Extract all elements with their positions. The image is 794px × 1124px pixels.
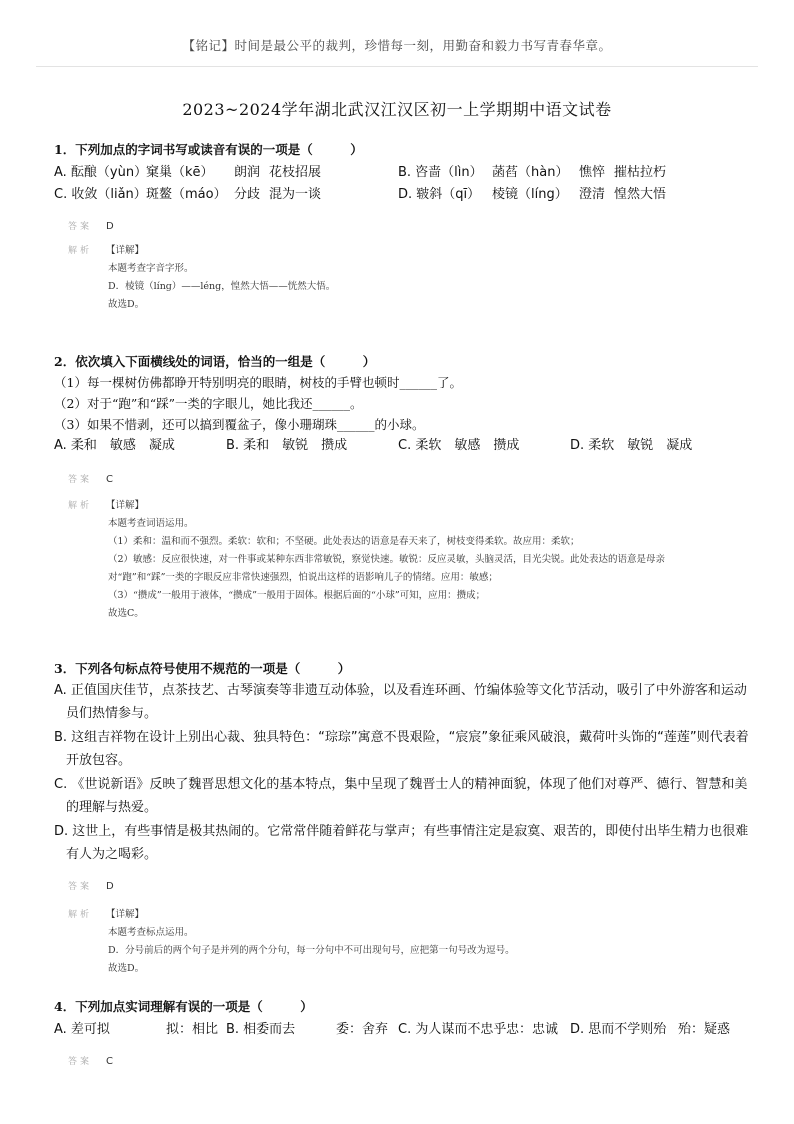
analysis-line: 对“跑”和“踩”一类的字眼反应非常快速强烈，怕说出这样的语影响儿子的情绪。应用：敏感； [108, 572, 498, 583]
answer-label: 答案 [68, 1057, 93, 1067]
answer-row [54, 218, 754, 236]
option-b-gloss: 委：舍弃 [336, 1022, 389, 1037]
option-c-word-1: C. 收敛（liǎn） [54, 187, 147, 202]
analysis-label: 解析 [68, 501, 93, 511]
option-d-phrase: D. 思而不学则殆 [570, 1022, 667, 1037]
analysis-line: 故选C。 [108, 608, 144, 619]
option-a-gloss: 拟：相比 [166, 1022, 219, 1037]
option-b-word-4: 摧枯拉朽 [614, 165, 667, 180]
option-c: C. 柔软 敏感 攒成 [398, 438, 520, 453]
analysis-line: （1）柔和：温和而不强烈。柔软：软和；不坚硬。此处表达的语意是春天来了，树枝变得柔软。故应用：柔软； [108, 536, 580, 547]
answer-label: 答案 [68, 475, 93, 485]
option-b-word-1: B. 咨啬（lìn） [398, 165, 483, 180]
option-d-word-2: 棱镜（líng） [492, 187, 568, 202]
analysis-line: 【详解】 [106, 909, 145, 920]
option-b: B. 柔和 敏锐 攒成 [226, 438, 348, 453]
option-c-word-2: 斑鳌（máo） [146, 187, 227, 202]
analysis-line: （3）“攒成”一般用于液体，“攒成”一般用于固体。根据后面的“小球”可知，应用：攒成； [108, 590, 486, 601]
option-d-gloss: 殆：疑惑 [678, 1022, 731, 1037]
question-stem: 3．下列各句标点符号使用不规范的一项是（ ） [54, 661, 351, 676]
answer-label: 答案 [68, 222, 93, 232]
answer-value: C [106, 1056, 113, 1067]
option-d-word-3: 澄清 [579, 187, 606, 202]
option-a-word-3: 朗润 [234, 165, 261, 180]
options-row [54, 184, 754, 206]
option-d: D. 这世上，有些事情是极其热闹的。它常常伴随着鲜花与掌声；有些事情注定是寂寞、艰苦的，即使付出毕生精力也很难有人为之喝彩。 [54, 824, 749, 862]
page-title: 2023~2024学年湖北武汉江汉区初一上学期期中语文试卷 [182, 100, 612, 119]
header-motto: 【铭记】时间是最公平的裁判，珍惜每一刻，用勤奋和毅力书写青春华章。 [182, 38, 612, 53]
option-d-word-4: 惶然大悟 [614, 187, 667, 202]
fill-line-1: （1）每一棵树仿佛都睁开特别明亮的眼睛，树枝的手臂也顿时______了。 [54, 375, 462, 390]
answer-value: C [106, 474, 113, 485]
option-c-gloss: 忠：忠诚 [506, 1022, 559, 1037]
option-a-word-1: A. 酝酿（yùn） [54, 165, 148, 180]
analysis-label: 解析 [68, 246, 93, 256]
option-a: A. 正值国庆佳节，点茶技艺、古琴演奏等非遗互动体验，以及看连环画、竹编体验等文化节活动，吸引了中外游客和运动员们热情参与。 [54, 683, 747, 721]
option-b-phrase: B. 相委而去 [226, 1022, 296, 1037]
option-a-phrase: A. 差可拟 [54, 1022, 110, 1037]
options-row [54, 435, 754, 457]
option-c-word-4: 混为一谈 [269, 187, 322, 202]
question-1 [54, 140, 754, 314]
analysis-line: 本题考查字音字形。 [108, 263, 194, 274]
answer-row [54, 878, 754, 896]
analysis-line: 故选D。 [108, 299, 145, 310]
option-d: D. 柔软 敏锐 凝成 [570, 438, 693, 453]
answer-value: D [106, 881, 114, 892]
option-d-word-1: D. 皲斜（qī） [398, 187, 481, 202]
answer-row [54, 1053, 754, 1071]
analysis-line: 本题考查词语运用。 [108, 518, 194, 529]
analysis-block [54, 497, 754, 623]
option-a: A. 柔和 敏感 凝成 [54, 438, 175, 453]
option-a-word-4: 花枝招展 [269, 165, 322, 180]
answer-row [54, 471, 754, 489]
analysis-line: D．棱镜（líng）——léng，惶然大悟——恍然大悟。 [108, 281, 336, 292]
question-2 [54, 352, 754, 623]
question-stem: 4．下列加点实词理解有误的一项是（ ） [54, 999, 313, 1014]
question-3 [54, 659, 754, 978]
fill-line-3: （3）如果不惜剥，还可以搞到覆盆子，像小珊瑚珠______的小球。 [54, 417, 425, 432]
header-divider [36, 66, 758, 67]
options-row [54, 1019, 754, 1041]
option-c-word-3: 分歧 [234, 187, 261, 202]
question-stem: 2．依次填入下面横线处的词语，恰当的一组是（ ） [54, 354, 376, 369]
option-a-word-2: 窠巢（kē） [146, 165, 214, 180]
option-b: B. 这组吉祥物在设计上别出心裁、独具特色：“琮琮”寓意不畏艰险，“宸宸”象征乘风破浪，戴荷叶头饰的“莲莲”则代表着开放包容。 [54, 730, 749, 768]
answer-value: D [106, 221, 114, 232]
analysis-line: 本题考查标点运用。 [108, 927, 194, 938]
analysis-line: 【详解】 [106, 500, 145, 511]
analysis-block [54, 242, 754, 314]
analysis-line: 【详解】 [106, 245, 145, 256]
analysis-line: D．分号前后的两个句子是并列的两个分句，每一分句中不可出现句号，应把第一句号改为逗号。 [108, 945, 515, 956]
option-c: C. 《世说新语》反映了魏晋思想文化的基本特点，集中呈现了魏晋士人的精神面貌，体现了他们对尊严、德行、智慧和美的理解与热爱。 [54, 777, 748, 815]
option-c-phrase: C. 为人谋而不忠乎 [398, 1022, 507, 1037]
fill-line-2: （2）对于“跑”和“踩”一类的字眼儿，她比我还______。 [54, 396, 363, 411]
question-4 [54, 997, 754, 1071]
answer-label: 答案 [68, 882, 93, 892]
options-row [54, 162, 754, 184]
analysis-label: 解析 [68, 910, 93, 920]
option-b-word-3: 憔悴 [579, 165, 606, 180]
option-b-word-2: 菡萏（hàn） [492, 165, 569, 180]
analysis-line: 故选D。 [108, 963, 145, 974]
analysis-block [54, 906, 754, 978]
analysis-line: （2）敏感：反应很快速，对一件事或某种东西非常敏锐，察觉快速。敏锐：反应灵敏，头脑灵活，目光尖锐。此处表达的语意是母亲 [108, 554, 666, 565]
question-stem: 1．下列加点的字词书写或读音有误的一项是（ ） [54, 142, 363, 157]
